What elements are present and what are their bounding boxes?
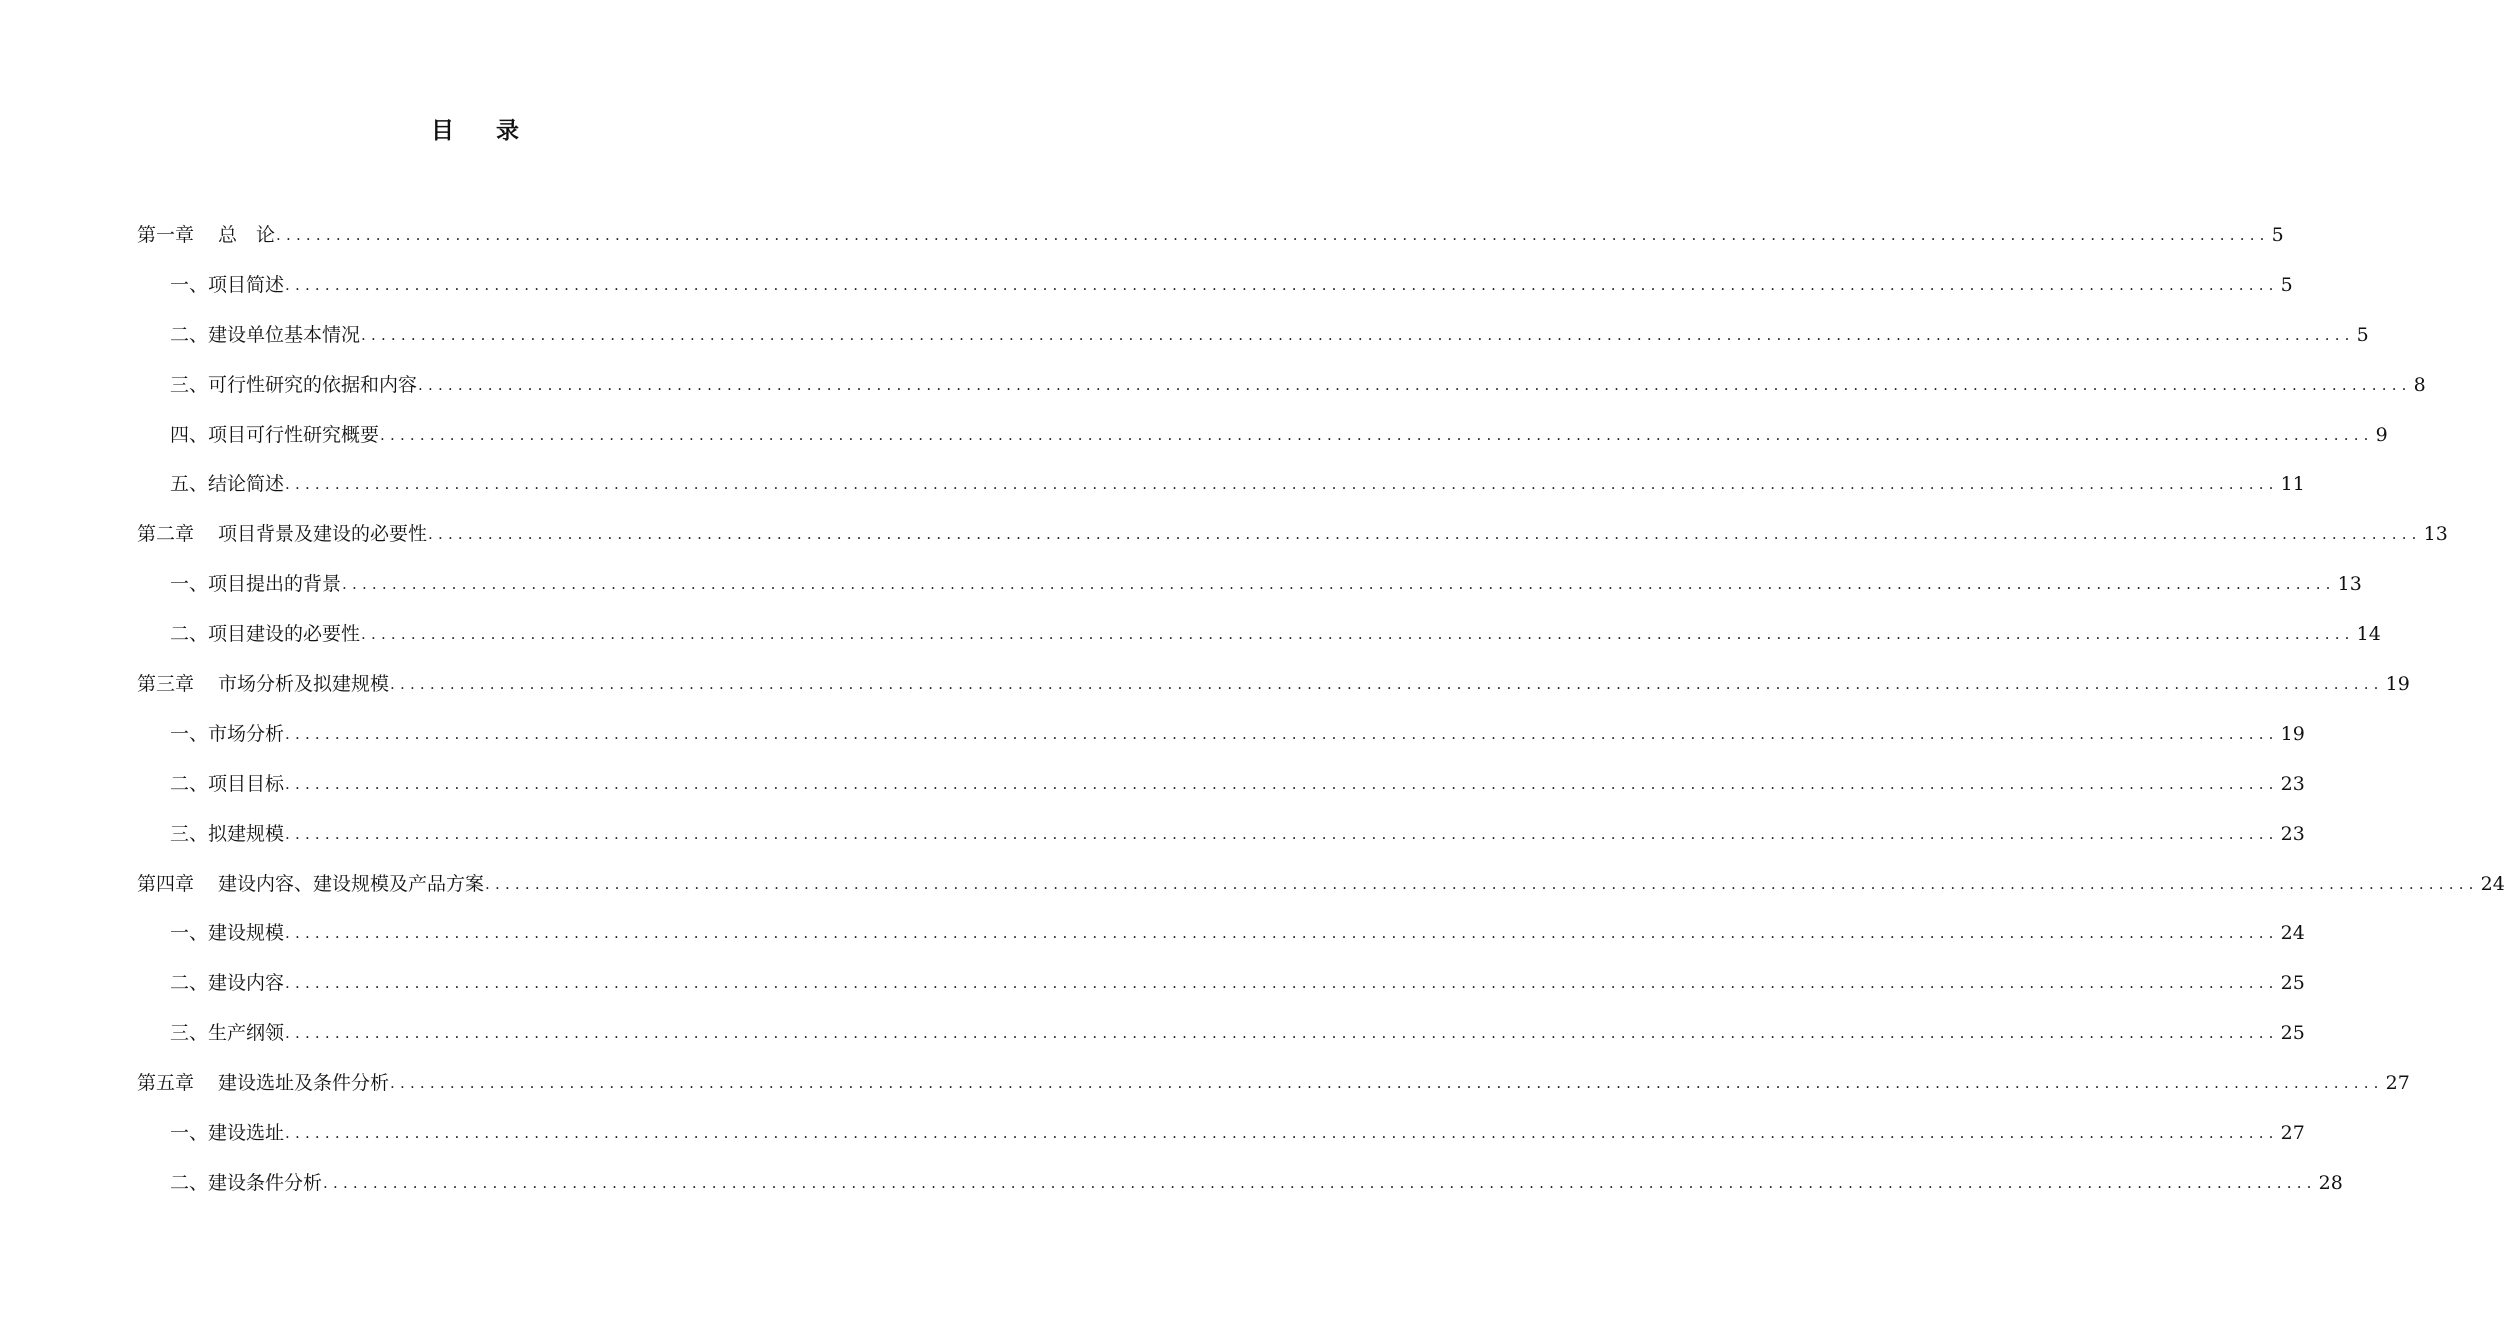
toc-chapter-entry[interactable] — [0, 210, 2284, 260]
toc-section-entry[interactable] — [0, 759, 2305, 809]
toc-section-entry[interactable] — [0, 260, 2293, 310]
toc-dot-leader: ........................................................................................................................................................................................................ — [390, 674, 2384, 693]
toc-page-number: 27 — [2280, 1121, 2305, 1144]
toc-section-entry[interactable] — [0, 809, 2305, 859]
toc-entry-text: 二、建设单位基本情况 — [170, 323, 361, 346]
toc-entry-text: 一、项目提出的背景 — [170, 573, 342, 596]
toc-entry-text: 一、项目简述 — [170, 273, 285, 296]
toc-page-number: 9 — [2375, 423, 2388, 446]
toc-section-entry[interactable] — [0, 360, 2426, 410]
toc-entry-text: 一、市场分析 — [170, 722, 285, 745]
toc-entry-text: 总 论 — [218, 223, 276, 246]
toc-page-number: 11 — [2280, 473, 2305, 496]
toc-chapter-entry[interactable] — [0, 1058, 2410, 1108]
toc-chapter-number: 第五章 — [137, 1072, 195, 1095]
toc-dot-leader: ........................................................................................................................................................................................................ — [323, 1173, 2317, 1192]
toc-page-number: 25 — [2280, 1022, 2305, 1045]
toc-entry-label — [137, 1063, 389, 1103]
toc-page-number: 25 — [2280, 972, 2305, 995]
toc-page-number: 19 — [2280, 722, 2305, 745]
toc-chapter-number: 第三章 — [137, 672, 195, 695]
toc-entry-label — [170, 1013, 284, 1053]
toc-section-entry[interactable] — [0, 310, 2369, 360]
toc-chapter-number: 第一章 — [137, 223, 195, 246]
toc-page-number: 19 — [2385, 672, 2410, 695]
toc-section-entry[interactable] — [0, 410, 2388, 460]
toc-dot-leader: ........................................................................................................................................................................................................ — [276, 225, 2270, 244]
toc-entry-label — [170, 764, 284, 804]
toc-dot-leader: ........................................................................................................................................................................................................ — [428, 525, 2422, 544]
toc-entry-text: 市场分析及拟建规模 — [218, 672, 390, 695]
toc-dot-leader: ........................................................................................................................................................................................................ — [380, 425, 2374, 444]
toc-page-number: 23 — [2280, 822, 2305, 845]
toc-entry-label — [170, 963, 284, 1003]
toc-section-entry[interactable] — [0, 609, 2381, 659]
toc-section-entry[interactable] — [0, 958, 2305, 1008]
toc-chapter-entry[interactable] — [0, 659, 2410, 709]
toc-page-number: 8 — [2413, 373, 2426, 396]
toc-section-entry[interactable] — [0, 709, 2305, 759]
toc-page-number: 24 — [2480, 872, 2505, 895]
toc-entry-label — [170, 1163, 322, 1203]
toc-entry-text: 二、建设条件分析 — [170, 1171, 323, 1194]
toc-entry-label — [170, 814, 284, 854]
page-title-char-1: 目 — [431, 118, 454, 144]
toc-entry-text: 三、生产纲领 — [170, 1022, 285, 1045]
toc-dot-leader: ........................................................................................................................................................................................................ — [285, 475, 2279, 494]
toc-entry-text: 二、项目建设的必要性 — [170, 623, 361, 646]
toc-section-entry[interactable] — [0, 1108, 2305, 1158]
toc-dot-leader: ........................................................................................................................................................................................................ — [285, 1123, 2279, 1142]
toc-dot-leader: ........................................................................................................................................................................................................ — [285, 924, 2279, 943]
toc-dot-leader: ........................................................................................................................................................................................................ — [285, 1024, 2279, 1043]
page-title-char-2: 录 — [496, 118, 519, 144]
toc-page-number: 5 — [2271, 223, 2284, 246]
toc-entry-text: 一、建设选址 — [170, 1121, 285, 1144]
toc-entry-label — [170, 1113, 284, 1153]
toc-chapter-number: 第四章 — [137, 872, 195, 895]
toc-section-entry[interactable] — [0, 559, 2362, 609]
toc-page-number: 28 — [2318, 1171, 2343, 1194]
toc-entry-label — [170, 315, 360, 355]
toc-page-number: 23 — [2280, 772, 2305, 795]
toc-entry-label — [170, 365, 417, 405]
toc-page-number: 5 — [2356, 323, 2369, 346]
toc-section-entry[interactable] — [0, 1158, 2343, 1208]
toc-entry-label — [137, 514, 427, 554]
toc-dot-leader: ........................................................................................................................................................................................................ — [361, 625, 2355, 644]
toc-section-entry[interactable] — [0, 459, 2305, 509]
toc-entry-text: 建设内容、建设规模及产品方案 — [218, 872, 485, 895]
toc-entry-text: 建设选址及条件分析 — [218, 1072, 390, 1095]
toc-page-number: 24 — [2280, 922, 2305, 945]
toc-dot-leader: ........................................................................................................................................................................................................ — [285, 824, 2279, 843]
toc-entry-label — [170, 614, 360, 654]
toc-chapter-number: 第二章 — [137, 523, 195, 546]
toc-section-entry[interactable] — [0, 1008, 2305, 1058]
toc-entry-label — [137, 664, 389, 704]
toc-entry-label — [170, 714, 284, 754]
toc-entry-text: 项目背景及建设的必要性 — [218, 523, 428, 546]
table-of-contents — [0, 210, 2505, 1208]
toc-page-number: 13 — [2337, 573, 2362, 596]
toc-dot-leader: ........................................................................................................................................................................................................ — [285, 275, 2279, 294]
toc-page-number: 27 — [2385, 1072, 2410, 1095]
toc-entry-label — [170, 464, 284, 504]
toc-entry-label — [170, 564, 341, 604]
toc-entry-text: 二、建设内容 — [170, 972, 285, 995]
toc-entry-label — [170, 265, 284, 305]
toc-entry-text: 二、项目目标 — [170, 772, 285, 795]
toc-entry-label — [170, 913, 284, 953]
toc-entry-text: 三、拟建规模 — [170, 822, 285, 845]
toc-entry-text: 五、结论简述 — [170, 473, 285, 496]
toc-entry-label — [137, 215, 275, 255]
toc-entry-text: 一、建设规模 — [170, 922, 285, 945]
toc-dot-leader: ........................................................................................................................................................................................................ — [390, 1074, 2384, 1093]
toc-entry-text: 四、项目可行性研究概要 — [170, 423, 380, 446]
page-title — [0, 112, 950, 145]
toc-chapter-entry[interactable] — [0, 509, 2448, 559]
toc-entry-label — [137, 864, 484, 904]
toc-entry-label — [170, 415, 379, 455]
toc-dot-leader: ........................................................................................................................................................................................................ — [285, 724, 2279, 743]
toc-section-entry[interactable] — [0, 908, 2305, 958]
toc-dot-leader: ........................................................................................................................................................................................................ — [285, 974, 2279, 993]
toc-page-number: 14 — [2356, 623, 2381, 646]
toc-dot-leader: ........................................................................................................................................................................................................ — [361, 325, 2355, 344]
toc-dot-leader: ........................................................................................................................................................................................................ — [342, 575, 2336, 594]
toc-dot-leader: ........................................................................................................................................................................................................ — [485, 874, 2479, 893]
toc-chapter-entry[interactable] — [0, 859, 2505, 909]
toc-entry-text: 三、可行性研究的依据和内容 — [170, 373, 418, 396]
toc-dot-leader: ........................................................................................................................................................................................................ — [418, 375, 2412, 394]
toc-dot-leader: ........................................................................................................................................................................................................ — [285, 774, 2279, 793]
toc-page-number: 5 — [2280, 273, 2293, 296]
toc-page-number: 13 — [2423, 523, 2448, 546]
